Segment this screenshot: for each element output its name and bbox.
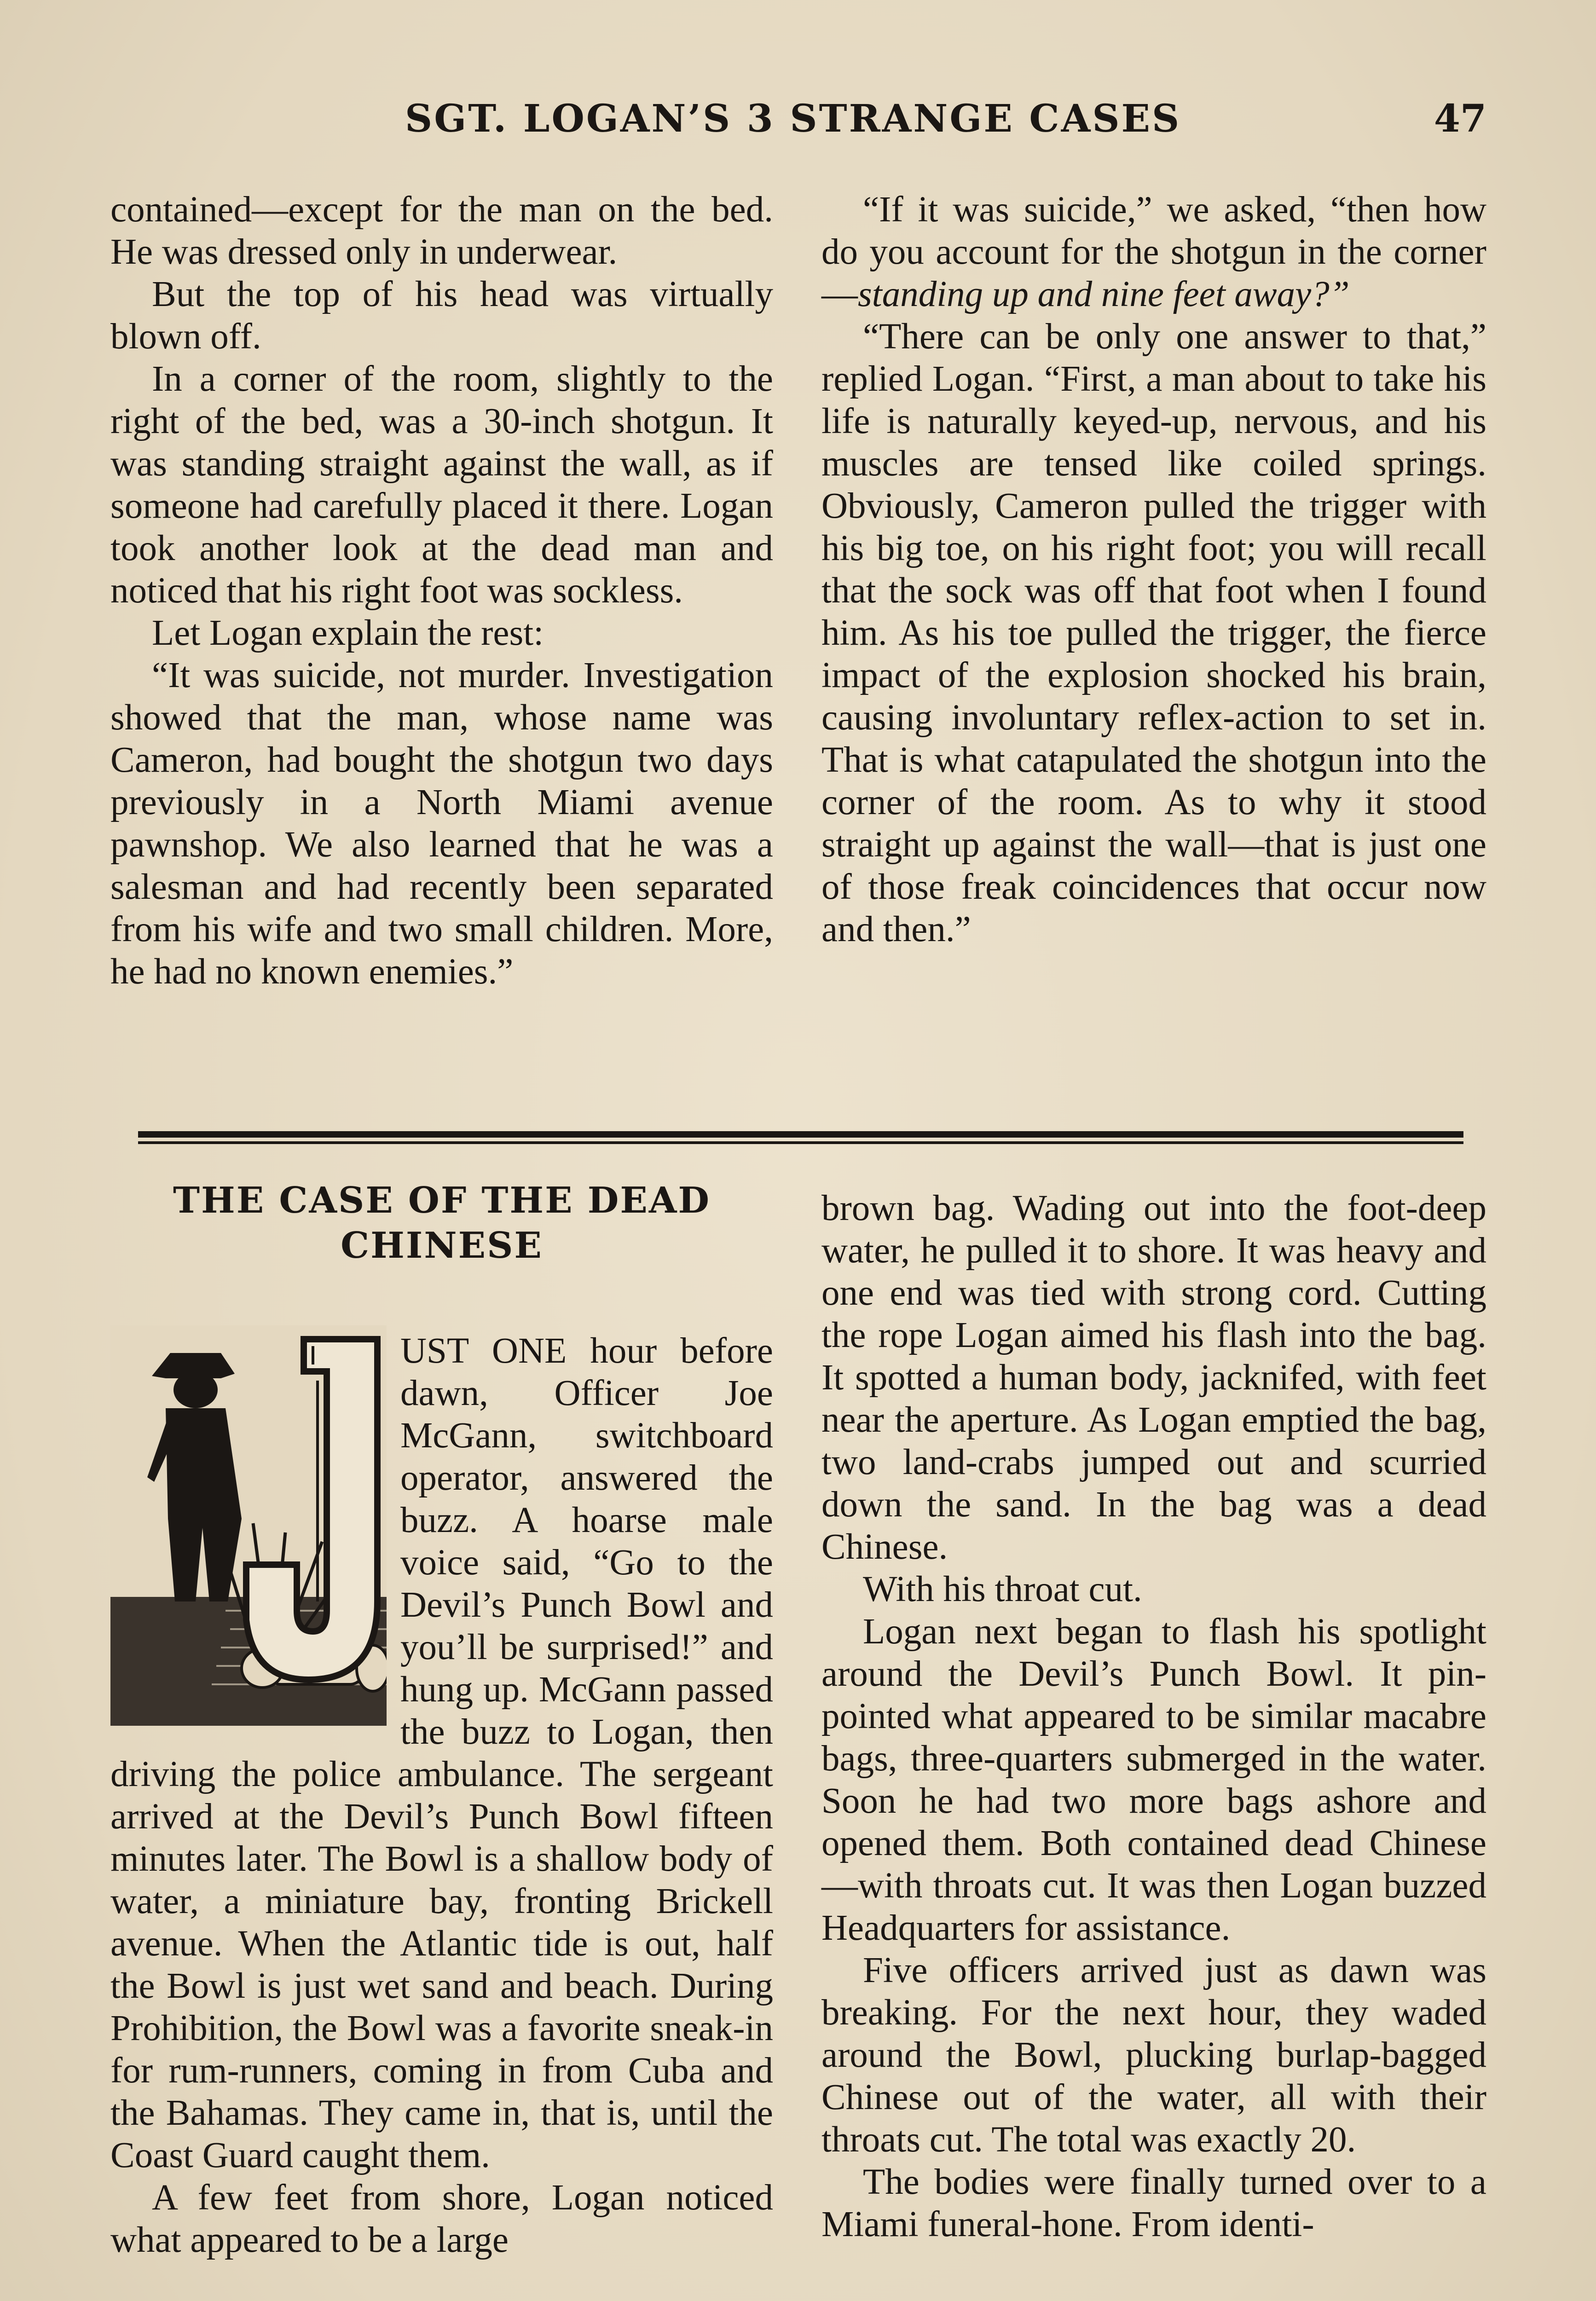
paragraph	[821, 189, 1486, 316]
drop-cap-illustration	[110, 1325, 387, 1726]
story-title-line: CHINESE	[341, 1225, 543, 1266]
paragraph: Five officers arrived just as dawn was breaking. For the next hour, they waded around the Bowl, plucking burlap-bagged Chinese out of the water, all with their throats cut. The total was exactly 20.	[821, 1950, 1486, 2160]
top-right-column	[821, 189, 1486, 951]
paragraph: In a corner of the room, slightly to the right of the bed, was a 30-inch shotgun. It was standing straight against the wall, as if someone had carefully placed it there. Logan took another look at the dead man and noticed that his right foot was sockless.	[110, 359, 773, 611]
running-head: SGT. LOGAN’S 3 STRANGE CASES	[405, 97, 1181, 141]
section-divider	[138, 1141, 1463, 1144]
story-right-column	[821, 1187, 1486, 2246]
paragraph: “It was suicide, not murder. Investigation showed that the man, whose name was Cameron, had bought the shotgun two days previously in a North Miami avenue pawnshop. We also learned that he was a salesman and had recently been separated from his wife and two small children. More, he had no known enemies.”	[110, 655, 773, 992]
page-header	[110, 97, 1486, 152]
paragraph: “There can be only one answer to that,” replied Logan. “First, a man about to take his life is naturally keyed-up, nervous, and his muscles are tensed like coiled springs. Obviously, Cameron pulled the trigger with his big toe, on his right foot; you will recall that the sock was off that foot when I found him. As his toe pulled the trigger, the fierce impact of the explosion shocked his brain, causing involuntary reflex-action to set in. That is what catapulated the shotgun into the corner of the room. As to why it stood straight up against the wall—that is just one of those freak coincidences that occur now and then.”	[821, 317, 1486, 949]
paragraph: brown bag. Wading out into the foot-deep water, he pulled it to shore. It was heavy and one end was tied with strong cord. Cutting the rope Logan aimed his flash into the bag. It spotted a human body, jacknifed, with feet near the aperture. As Logan emptied the bag, two land-crabs jumped out and scurried down the sand. In the bag was a dead Chinese.	[821, 1188, 1486, 1567]
page-number: 47	[1434, 97, 1486, 141]
story-title	[110, 1178, 773, 1268]
paragraph: With his throat cut.	[863, 1569, 1142, 1609]
paragraph: Logan next began to flash his spotlight around the Devil’s Punch Bowl. It pin-pointed what appeared to be similar macabre bags, three-quarters submerged in the water. Soon he had two more bags ashore and opened them. Both contained dead Chinese—with throats cut. It was then Logan buzzed Headquarters for assistance.	[821, 1612, 1486, 1948]
paragraph: The bodies were finally turned over to a Miami funeral-hone. From identi-	[821, 2162, 1486, 2244]
quote-italic: standing up and nine feet away?”	[858, 274, 1350, 314]
paragraph: Let Logan explain the rest:	[152, 613, 544, 653]
paragraph: A few feet from shore, Logan noticed what appeared to be a large	[110, 2178, 773, 2260]
section-divider	[138, 1131, 1463, 1138]
paragraph: But the top of his head was virtually blown off.	[110, 274, 773, 357]
story-left-column	[110, 1330, 773, 2261]
paragraph: UST ONE hour before dawn, Officer Joe McGann, switchboard operator, answered the buzz. A hoarse male voice said, “Go to the Devil’s Punch Bowl and you’ll be surprised!” and hung up. McGann passed the buzz to Logan, then driving the police ambulance. The sergeant arrived at the Devil’s Punch Bowl fifteen minutes later. The Bowl is a shallow body of water, a miniature bay, fronting Brickell avenue. When the Atlantic tide is out, half the Bowl is just wet sand and beach. During Prohibition, the Bowl was a favorite sneak-in for rum-runners, coming in from Cuba and the Bahamas. They came in, that is, until the Coast Guard caught them.	[110, 1331, 773, 2175]
paragraph: contained—except for the man on the bed. He was dressed only in underwear.	[110, 190, 773, 272]
story-title-line: THE CASE OF THE DEAD	[173, 1179, 711, 1221]
quote-text: “If it was suicide,” we asked, “then how do you account for the shotgun in the corner—	[821, 190, 1486, 314]
top-left-column	[110, 189, 773, 993]
